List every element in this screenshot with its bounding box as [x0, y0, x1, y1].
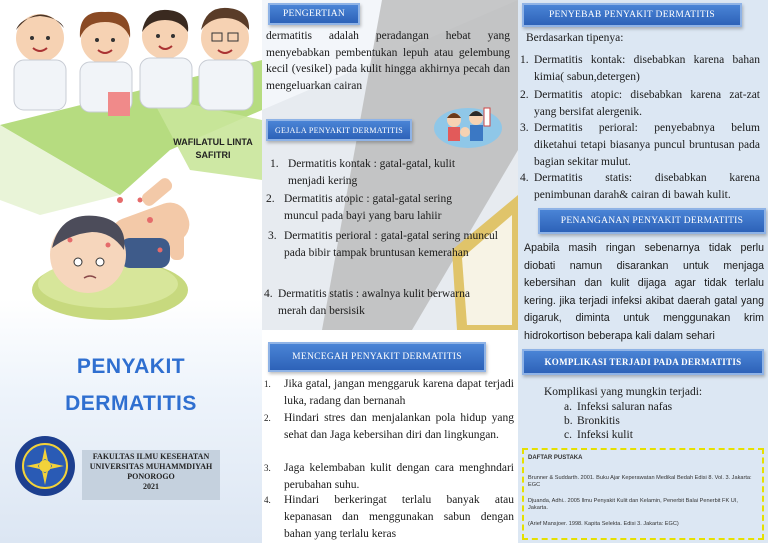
mencegah-item-text: Jaga kelembaban kulit dengan cara menghndari perubahan suhu. [284, 462, 514, 491]
family-illustration [432, 100, 504, 150]
gejala-header: GEJALA PENYAKIT DERMATITIS [266, 119, 412, 141]
daftar-pustaka-box [522, 448, 764, 540]
komplikasi-item-letter: c. [564, 429, 572, 441]
gejala-item-text: Dermatitis kontak : gatal-gatal, kulit menjadi kering [288, 158, 456, 187]
komplikasi-item-letter: a. [564, 401, 572, 413]
middle-panel [262, 0, 518, 543]
gejala-item-text: Dermatitis statis : awalnya kulit berwarna merah dan bersisik [278, 288, 470, 317]
penyebab-item-number: 3. [520, 122, 529, 134]
daftar-pustaka-title: DAFTAR PUSTAKA [528, 455, 583, 461]
mencegah-item-number: 3. [264, 463, 271, 473]
cover-title-line2: DERMATITIS [65, 392, 197, 415]
komplikasi-item [564, 428, 744, 442]
penanganan-text: Apabila masih ringan sebenarnya tidak perlu diobati namun disarankan untuk menjaga kebersihan dan kulit dijaga agar tidak terlalu kering. jika terjadi infeksi akibat daerah gatal yang digaruk, diminta untuk menggunakan krim hidrokortison beberapa kali dalam sehari [524, 242, 764, 342]
penyebab-item [520, 120, 760, 171]
penyebab-intro: Berdasarkan tipenya: [526, 32, 624, 44]
komplikasi-item-letter: b. [564, 415, 573, 427]
cover-title-line1: PENYAKIT [76, 355, 186, 378]
reference-item: Brunner & Suddarth. 2001. Buku Ajar Keperawatan Medikal Bedah Edisi 8. Vol. 3. Jakarta: EGC [528, 474, 752, 488]
penyebab-header: PENYEBAB PENYAKIT DERMATITIS [522, 3, 742, 27]
mencegah-item-number: 4. [264, 495, 271, 505]
mencegah-item-number: 1. [264, 379, 271, 389]
mencegah-item [264, 376, 514, 410]
mencegah-item [264, 460, 514, 494]
faculty-block [82, 450, 220, 500]
komplikasi-item-text: Infeksi kulit [577, 429, 633, 441]
mencegah-item-text: Hindari berkeringat terlalu banyak atau kepanasan dan menggunakan sabun dengan bahan yang terlalu keras [284, 494, 514, 540]
gejala-item-number: 1. [270, 158, 279, 170]
penyebab-item-text: Dermatitis perioral: penyebabnya belum diketahui tetapi biasanya puncul bruntusan pada bagian sekitar mulut. [534, 122, 760, 168]
gejala-item [264, 286, 500, 320]
gejala-item-number: 3. [268, 230, 277, 242]
faculty-line: UNIVERSITAS MUHAMMDIYAH [89, 462, 213, 471]
mencegah-item-text: Jika gatal, jangan menggaruk karena dapat terjadi luka, radang dan bernanah [284, 378, 514, 407]
pengertian-header: PENGERTIAN [268, 3, 360, 25]
gejala-item [268, 228, 498, 262]
mencegah-item [264, 410, 514, 444]
gejala-item-number: 2. [266, 193, 275, 205]
penyebab-item [520, 87, 760, 121]
mencegah-item-number: 2. [264, 413, 271, 423]
penyebab-item-text: Dermatitis kontak: disebabkan karena bahan kimia( sabun,detergen) [534, 54, 760, 83]
penyebab-item [520, 52, 760, 86]
pengertian-text: dermatitis adalah peradangan hebat yang menyebabkan pembentukan lepuh atau gelembung kecil (vesikel) pada kulit hingga akhirnya pecah dan mengeluarkan cairan [266, 30, 510, 92]
komplikasi-item-text: Bronkitis [577, 415, 620, 427]
mencegah-item [264, 492, 514, 543]
cover-panel [0, 0, 262, 543]
author-name: WAFILATUL LINTA SAFITRI [173, 137, 253, 160]
university-logo [14, 435, 76, 497]
gejala-item [270, 156, 478, 190]
gejala-item-number: 4. [264, 288, 273, 300]
mencegah-item-text: Hindari stres dan menjalankan pola hidup yang sehat dan Jaga kebersihan diri dan lingkungan. [284, 412, 514, 441]
penanganan-header: PENANGANAN PENYAKIT DERMATITIS [538, 208, 766, 234]
penyebab-item [520, 170, 760, 204]
gejala-item-text: Dermatitis atopic : gatal-gatal sering muncul pada bayi yang baru lahiir [284, 193, 452, 222]
komplikasi-intro: Komplikasi yang mungkin terjadi: [544, 386, 703, 398]
penyebab-item-text: Dermatitis statis: disebabkan karena penimbunan darah& cairan di bawah kulit. [534, 172, 760, 201]
gejala-item-text: Dermatitis perioral : gatal-gatal sering muncul pada bibir tampak bruntusan kemerahan [284, 230, 498, 259]
komplikasi-item [564, 400, 744, 414]
faculty-line: 2021 [143, 482, 159, 491]
komplikasi-header: KOMPLIKASI TERJADI PADA DERMATITIS [522, 349, 764, 375]
komplikasi-item [564, 414, 744, 428]
penyebab-item-text: Dermatitis atopic: disebabkan karena zat-zat yang bersifat alergenik. [534, 89, 760, 118]
reference-item: Djuanda, Adhi.. 2005 Ilmu Penyakit Kulit dan Kelamin, Penerbit Balai Penerbit FK UI, Jakarta. [528, 497, 738, 511]
mencegah-header: MENCEGAH PENYAKIT DERMATITIS [268, 342, 486, 372]
gejala-item [266, 191, 478, 225]
komplikasi-item-text: Infeksi saluran nafas [577, 401, 673, 413]
faculty-line: FAKULTAS ILMU KESEHATAN [92, 452, 210, 461]
penyebab-item-number: 1. [520, 54, 529, 66]
reference-item: (Arief Mansjoer. 1998. Kapita Selekta. Edisi 3. Jakarta: EGC) [528, 520, 679, 527]
faculty-line: PONOROGO [127, 472, 175, 481]
penyebab-item-number: 2. [520, 89, 529, 101]
penyebab-item-number: 4. [520, 172, 529, 184]
